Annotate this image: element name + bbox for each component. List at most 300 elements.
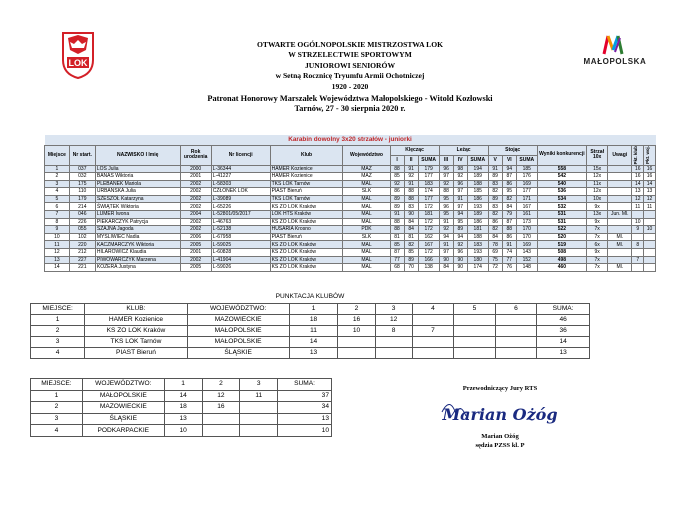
club-cell: 18	[289, 314, 338, 325]
voivodeship-header-cell: 2	[202, 379, 240, 391]
cell-s5: 95	[453, 218, 467, 226]
cell-s1: 88	[390, 226, 404, 234]
club-cell: 12	[375, 314, 412, 325]
cell-nazwisko: LUMER Iwona	[95, 211, 180, 219]
result-row	[45, 188, 656, 196]
result-row	[45, 226, 656, 234]
cell-uwagi	[608, 188, 632, 196]
cell-woj: MAL	[343, 264, 390, 272]
voivodeship-cell: 16	[202, 402, 240, 414]
club-cell	[375, 348, 412, 359]
club-cell	[412, 337, 454, 348]
cell-woj: MAL	[343, 241, 390, 249]
cell-nr-start: 046	[69, 211, 95, 219]
result-row	[45, 233, 656, 241]
cell-s7: 75	[488, 256, 502, 264]
club-cell: 14	[289, 337, 338, 348]
cell-suma3: 161	[516, 211, 537, 219]
cell-suma1: 179	[418, 165, 439, 173]
cell-suma2: 188	[467, 233, 488, 241]
voivodeship-cell: 12	[202, 390, 240, 402]
voivodeship-header-cell: WOJEWÓDZTWO:	[82, 379, 164, 391]
cell-suma3: 170	[516, 233, 537, 241]
cell-wynik: 532	[537, 203, 586, 211]
cell-suma2: 185	[467, 188, 488, 196]
cell-nr-start: 214	[69, 203, 95, 211]
col-suma1: SUMA	[418, 155, 439, 165]
cell-wynik: 558	[537, 165, 586, 173]
result-row	[45, 195, 656, 203]
result-row	[45, 165, 656, 173]
cell-klub: KS ZO LOK Kraków	[270, 241, 343, 249]
cell-s1: 89	[390, 203, 404, 211]
voivodeship-cell: 10	[164, 425, 202, 437]
club-cell: 10	[338, 325, 375, 336]
voivodeship-cell	[202, 425, 240, 437]
col-licencja: Nr licencji	[211, 145, 270, 165]
club-row	[31, 348, 590, 359]
cell-s4: 84	[439, 264, 453, 272]
cell-wynik: 508	[537, 249, 586, 257]
cell-s8: 87	[502, 173, 516, 181]
cell-strzal: 7x	[587, 233, 608, 241]
col-wynik: Wyniki konkurencji	[537, 145, 586, 165]
cell-klub: PIAST Bieruń	[270, 188, 343, 196]
cell-nazwisko: ŚWIĄTEK Wiktoria	[95, 203, 180, 211]
cell-uwagi	[608, 195, 632, 203]
cell-suma3: 173	[516, 218, 537, 226]
header-line: OTWARTE OGÓLNOPOLSKIE MISTRZOSTWA LOK	[256, 40, 444, 49]
cell-klub: KS ZO LOK Kraków	[270, 264, 343, 272]
cell-uwagi: Jun. Ml.	[608, 211, 632, 219]
cell-s2: 82	[404, 241, 418, 249]
club-header-cell: 4	[412, 303, 454, 314]
cell-miejsce: 10	[45, 233, 70, 241]
cell-suma3: 148	[516, 264, 537, 272]
cell-s7: 84	[488, 233, 502, 241]
signature-handwriting: Marian Ożóg	[442, 405, 558, 424]
cell-klub: PIAST Bieruń	[270, 233, 343, 241]
voivodeship-cell: 13	[278, 413, 332, 425]
cell-s4: 91	[439, 218, 453, 226]
cell-licencja: L-41227	[211, 173, 270, 181]
cell-s4: 95	[439, 195, 453, 203]
cell-rok: 2005	[180, 264, 211, 272]
cell-woj: MAL	[343, 203, 390, 211]
club-row	[31, 325, 590, 336]
cell-strzal: 9x	[587, 218, 608, 226]
cell-nr-start: 220	[69, 241, 95, 249]
cell-strzal: 6x	[587, 241, 608, 249]
cell-suma3: 169	[516, 180, 537, 188]
voivodeship-cell: 13	[164, 413, 202, 425]
cell-s2: 85	[404, 249, 418, 257]
cell-s1: 88	[390, 218, 404, 226]
col-s7: V	[488, 155, 502, 165]
cell-strzal: 9x	[587, 249, 608, 257]
club-header-cell: KLUB:	[85, 303, 187, 314]
col-s2: II	[404, 155, 418, 165]
signature-title: Przewodniczący Jury RTS	[462, 385, 538, 392]
cell-strzal: 15x	[587, 165, 608, 173]
cell-strzal: 9x	[587, 203, 608, 211]
cell-s5: 94	[453, 211, 467, 219]
cell-rok: 2002	[180, 180, 211, 188]
cell-pkt-woj: 16	[644, 173, 656, 181]
club-cell: ŚLĄSKIE	[187, 348, 289, 359]
col-suma2: SUMA	[467, 155, 488, 165]
cell-s5: 96	[453, 180, 467, 188]
cell-s8: 84	[502, 203, 516, 211]
cell-klub: KS ZO LOK Kraków	[270, 203, 343, 211]
cell-nr-start: 102	[69, 233, 95, 241]
club-cell: HAMER Kozienice	[85, 314, 187, 325]
club-cell: 11	[289, 325, 338, 336]
voivodeship-cell	[240, 402, 278, 414]
cell-miejsce: 1	[45, 165, 70, 173]
cell-woj: MAL	[343, 211, 390, 219]
club-cell: 3	[31, 337, 85, 348]
cell-miejsce: 8	[45, 218, 70, 226]
cell-pkt-woj: 14	[644, 180, 656, 188]
voivodeship-header-cell: MIEJSCE:	[31, 379, 83, 391]
col-strzal: Strzał 10x	[587, 145, 608, 165]
cell-licencja: L-67958	[211, 233, 270, 241]
header-line: w Setną Rocznicę Tryumfu Armii Ochotniczej	[275, 71, 425, 81]
cell-nazwisko: PLEBANEK Mariola	[95, 180, 180, 188]
malopolska-logo-text: MAŁOPOLSKA	[583, 57, 647, 66]
cell-pkt-klub: 8	[632, 241, 644, 249]
cell-licencja: L-39089	[211, 195, 270, 203]
cell-pkt-klub: 16	[632, 173, 644, 181]
club-cell: MAŁOPOLSKIE	[187, 337, 289, 348]
cell-s7: 86	[488, 218, 502, 226]
cell-rok: 2005	[180, 241, 211, 249]
lok-logo	[60, 30, 96, 80]
voivodeship-cell	[202, 413, 240, 425]
cell-pkt-klub: 14	[632, 180, 644, 188]
club-cell	[375, 337, 412, 348]
voivodeship-row	[31, 390, 332, 402]
cell-woj: MAL	[343, 195, 390, 203]
voivodeship-cell: ŚLĄSKIE	[82, 413, 164, 425]
cell-klub: HUSARIA Krosno	[270, 226, 343, 234]
cell-suma1: 172	[418, 249, 439, 257]
cell-s2: 88	[404, 195, 418, 203]
result-row	[45, 241, 656, 249]
cell-wynik: 536	[537, 188, 586, 196]
cell-s2: 89	[404, 256, 418, 264]
cell-rok: 2001	[180, 173, 211, 181]
col-klub: Klub	[270, 145, 343, 165]
club-cell	[495, 337, 537, 348]
cell-uwagi: Ml.	[608, 233, 632, 241]
signature-block	[430, 385, 570, 450]
cell-s1: 88	[390, 165, 404, 173]
cell-uwagi	[608, 226, 632, 234]
cell-s2: 81	[404, 233, 418, 241]
cell-pkt-klub	[632, 211, 644, 219]
club-cell: 8	[375, 325, 412, 336]
cell-s1: 81	[390, 233, 404, 241]
cell-suma2: 180	[467, 256, 488, 264]
cell-s4: 95	[439, 211, 453, 219]
cell-s4: 96	[439, 165, 453, 173]
cell-licencja: L-60828	[211, 249, 270, 257]
cell-suma2: 188	[467, 180, 488, 188]
club-header-cell: 3	[375, 303, 412, 314]
result-row	[45, 249, 656, 257]
cell-nr-start: 221	[69, 264, 95, 272]
cell-s1: 85	[390, 173, 404, 181]
cell-woj: MAZ	[343, 173, 390, 181]
cell-licencja: L-36344	[211, 165, 270, 173]
cell-nr-start: 175	[69, 180, 95, 188]
cell-s7: 82	[488, 211, 502, 219]
cell-pkt-klub: 16	[632, 165, 644, 173]
cell-suma3: 171	[516, 195, 537, 203]
cell-pkt-klub	[632, 249, 644, 257]
cell-klub: KS ZO LOK Kraków	[270, 218, 343, 226]
cell-suma1: 174	[418, 188, 439, 196]
cell-uwagi	[608, 173, 632, 181]
malopolska-logo-mark	[580, 32, 650, 56]
cell-s7: 69	[488, 249, 502, 257]
cell-wynik: 520	[537, 233, 586, 241]
cell-s4: 97	[439, 249, 453, 257]
voivodeship-cell: 4	[31, 425, 83, 437]
cell-suma3: 176	[516, 173, 537, 181]
voivodeship-body	[31, 390, 332, 436]
cell-suma2: 174	[467, 264, 488, 272]
cell-miejsce: 9	[45, 226, 70, 234]
club-scoring-body	[31, 314, 590, 359]
cell-s4: 91	[439, 241, 453, 249]
cell-rok: 2002	[180, 188, 211, 196]
voivodeship-cell: 34	[278, 402, 332, 414]
result-row	[45, 180, 656, 188]
cell-s8: 79	[502, 211, 516, 219]
cell-miejsce: 13	[45, 256, 70, 264]
cell-s8: 82	[502, 195, 516, 203]
cell-licencja: L-59026	[211, 264, 270, 272]
club-header-cell: 1	[289, 303, 338, 314]
signature-name: Marian Ożóg	[481, 433, 519, 440]
voivodeship-cell	[240, 413, 278, 425]
cell-s4: 90	[439, 256, 453, 264]
col-s4: III	[439, 155, 453, 165]
cell-nazwisko: KOZERA Justyna	[95, 264, 180, 272]
cell-rok: 2006	[180, 233, 211, 241]
cell-s5: 96	[453, 249, 467, 257]
cell-miejsce: 12	[45, 249, 70, 257]
voivodeship-row	[31, 425, 332, 437]
cell-s7: 72	[488, 264, 502, 272]
cell-licencja: L-46763	[211, 218, 270, 226]
cell-s5: 92	[453, 241, 467, 249]
cell-suma1: 177	[418, 195, 439, 203]
cell-s8: 86	[502, 233, 516, 241]
cell-miejsce: 7	[45, 211, 70, 219]
cell-s7: 82	[488, 226, 502, 234]
cell-strzal: 7x	[587, 256, 608, 264]
cell-s5: 92	[453, 173, 467, 181]
voivodeship-cell: MAZOWIECKIE	[82, 402, 164, 414]
results-table	[44, 135, 656, 272]
cell-s8: 91	[502, 241, 516, 249]
cell-rok: 2004	[180, 211, 211, 219]
cell-licencja: L-65226	[211, 203, 270, 211]
cell-nr-start: 037	[69, 165, 95, 173]
cell-wynik: 498	[537, 256, 586, 264]
cell-suma3: 170	[516, 226, 537, 234]
cell-s4: 88	[439, 188, 453, 196]
cell-nazwisko: LOS Julia	[95, 165, 180, 173]
cell-suma2: 189	[467, 211, 488, 219]
cell-rok: 2002	[180, 226, 211, 234]
cell-s2: 84	[404, 218, 418, 226]
result-row	[45, 203, 656, 211]
cell-uwagi	[608, 165, 632, 173]
cell-nr-start: 110	[69, 188, 95, 196]
cell-suma1: 138	[418, 264, 439, 272]
cell-licencja: L-59025	[211, 241, 270, 249]
cell-suma2: 193	[467, 249, 488, 257]
header-line: 1920 - 2020	[331, 81, 369, 91]
club-scoring-header	[31, 303, 590, 314]
cell-s7: 83	[488, 203, 502, 211]
cell-pkt-woj	[644, 233, 656, 241]
cell-rok: 2002	[180, 218, 211, 226]
cell-licencja: L-58303	[211, 180, 270, 188]
cell-s2: 70	[404, 264, 418, 272]
voivodeship-cell	[240, 425, 278, 437]
header-date: Tarnów, 27 - 30 sierpnia 2020 r.	[294, 104, 406, 114]
cell-rok: 2000	[180, 165, 211, 173]
cell-s7: 89	[488, 195, 502, 203]
cell-miejsce: 2	[45, 173, 70, 181]
cell-s8: 76	[502, 264, 516, 272]
cell-suma3: 185	[516, 165, 537, 173]
cell-suma2: 181	[467, 226, 488, 234]
voivodeship-row	[31, 402, 332, 414]
cell-licencja: L-52138	[211, 226, 270, 234]
cell-s1: 68	[390, 264, 404, 272]
cell-nr-start: 055	[69, 226, 95, 234]
club-cell	[454, 325, 496, 336]
cell-pkt-woj: 12	[644, 195, 656, 203]
cell-pkt-klub: 13	[632, 188, 644, 196]
cell-pkt-klub: 11	[632, 203, 644, 211]
club-cell: 1	[31, 314, 85, 325]
cell-suma1: 167	[418, 241, 439, 249]
cell-s8: 88	[502, 226, 516, 234]
cell-uwagi	[608, 256, 632, 264]
col-suma3: SUMA	[516, 155, 537, 165]
malopolska-logo	[580, 32, 650, 72]
cell-suma2: 194	[467, 165, 488, 173]
cell-miejsce: 3	[45, 180, 70, 188]
result-row	[45, 218, 656, 226]
cell-s5: 90	[453, 256, 467, 264]
cell-pkt-woj	[644, 264, 656, 272]
cell-woj: MAL	[343, 256, 390, 264]
club-header-cell: 6	[495, 303, 537, 314]
club-cell: KS ZO LOK Kraków	[85, 325, 187, 336]
voivodeship-cell: PODKARPACKIE	[82, 425, 164, 437]
club-cell	[338, 348, 375, 359]
cell-s4: 94	[439, 233, 453, 241]
cell-s5: 97	[453, 188, 467, 196]
voivodeship-table	[30, 378, 332, 437]
cell-uwagi: Ml.	[608, 241, 632, 249]
cell-suma1: 172	[418, 203, 439, 211]
club-cell	[412, 314, 454, 325]
col-uwagi: Uwagi	[608, 145, 632, 165]
cell-s8: 86	[502, 180, 516, 188]
cell-suma3: 177	[516, 188, 537, 196]
cell-nazwisko: BANAŚ Wiktoria	[95, 173, 180, 181]
cell-suma1: 181	[418, 211, 439, 219]
cell-s7: 91	[488, 165, 502, 173]
cell-nazwisko: URBAŃSKA Julia	[95, 188, 180, 196]
club-cell	[495, 348, 537, 359]
cell-suma1: 166	[418, 256, 439, 264]
col-woj: Województwo	[343, 145, 390, 165]
cell-licencja: L-41904	[211, 256, 270, 264]
cell-suma2: 189	[467, 173, 488, 181]
cell-s2: 91	[404, 180, 418, 188]
cell-s2: 90	[404, 211, 418, 219]
club-scoring-title: PUNKTACJA KLUBÓW	[31, 292, 590, 303]
cell-pkt-klub: 9	[632, 226, 644, 234]
cell-strzal: 7x	[587, 264, 608, 272]
cell-s8: 87	[502, 218, 516, 226]
cell-miejsce: 5	[45, 195, 70, 203]
cell-pkt-woj	[644, 249, 656, 257]
cell-s4: 96	[439, 203, 453, 211]
cell-klub: TKS LOK Tarnów	[270, 195, 343, 203]
voivodeship-cell: 2	[31, 402, 83, 414]
cell-suma2: 193	[467, 203, 488, 211]
voivodeship-header-cell: 3	[240, 379, 278, 391]
club-cell: MAŁOPOLSKIE	[187, 325, 289, 336]
cell-nazwisko: PIWOWARCZYK Marzena	[95, 256, 180, 264]
club-header-cell: SUMA:	[537, 303, 590, 314]
voivodeship-cell: 37	[278, 390, 332, 402]
cell-s2: 84	[404, 226, 418, 234]
cell-wynik: 519	[537, 241, 586, 249]
cell-strzal: 12x	[587, 188, 608, 196]
cell-s5: 97	[453, 203, 467, 211]
cell-s2: 91	[404, 165, 418, 173]
cell-nazwisko: KACZMARCZYK Wiktoria	[95, 241, 180, 249]
col-nr-start: Nr start.	[69, 145, 95, 165]
cell-suma1: 177	[418, 173, 439, 181]
club-cell	[454, 314, 496, 325]
club-cell: 13	[537, 348, 590, 359]
cell-s5: 90	[453, 264, 467, 272]
cell-s5: 94	[453, 233, 467, 241]
club-header-cell: WOJEWÓDZTWO:	[187, 303, 289, 314]
cell-nazwisko: SZESZOŁ Katarzyna	[95, 195, 180, 203]
club-header-cell: MIEJSCE:	[31, 303, 85, 314]
voivodeship-cell: MAŁOPOLSKIE	[82, 390, 164, 402]
cell-s1: 89	[390, 195, 404, 203]
cell-s7: 89	[488, 173, 502, 181]
club-cell: 7	[412, 325, 454, 336]
cell-s1: 86	[390, 188, 404, 196]
